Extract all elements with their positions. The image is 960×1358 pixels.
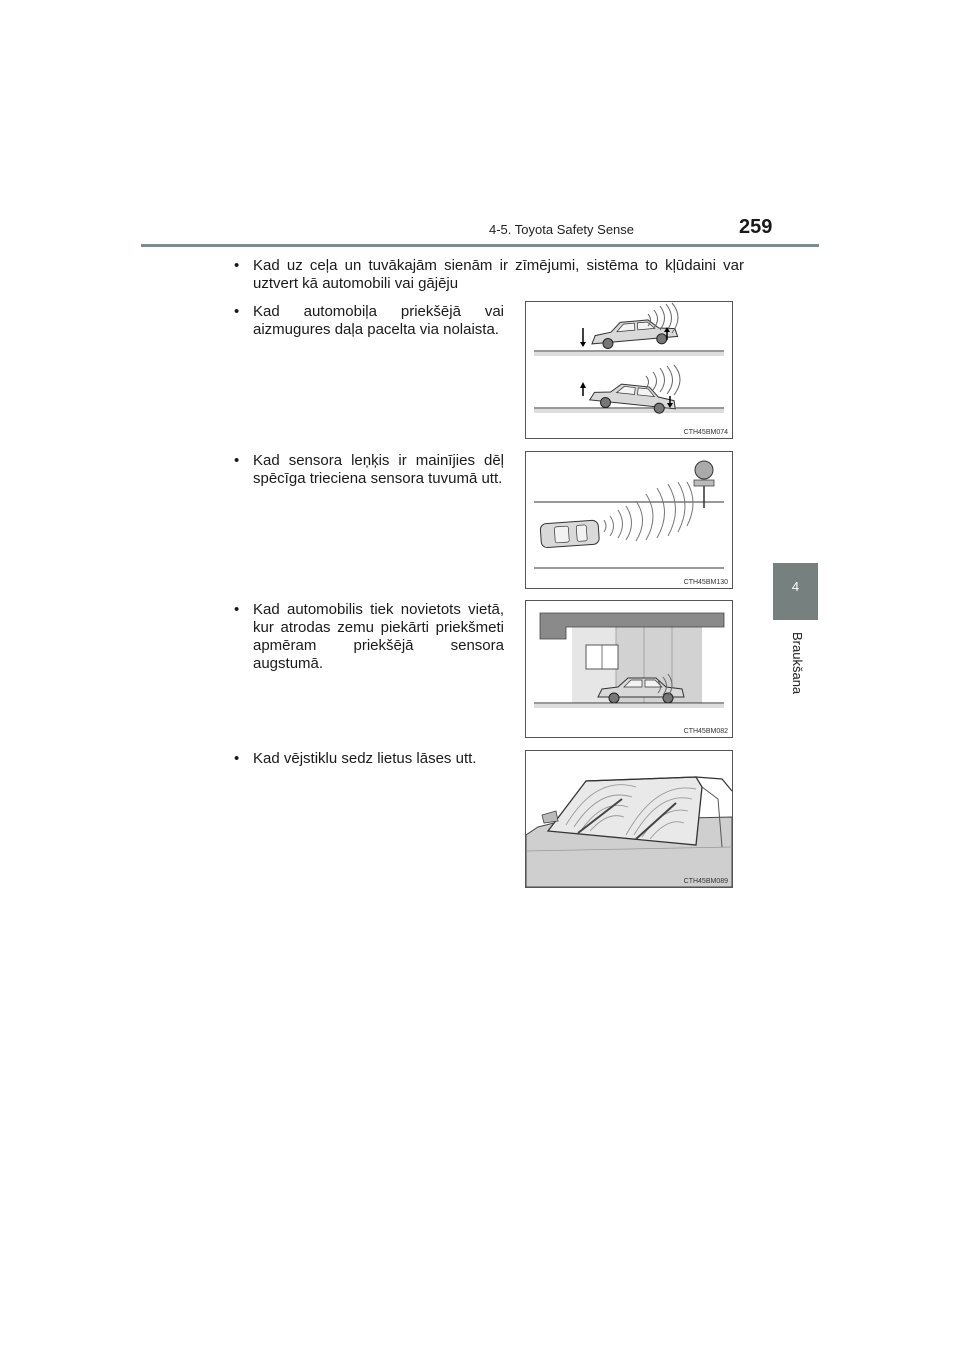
figure-code: CTH45BM089 <box>683 878 728 885</box>
chapter-label: Braukšana <box>790 632 805 695</box>
rain-windshield-illustration <box>526 751 732 887</box>
sensor-angle-illustration <box>526 452 732 588</box>
figure-sensor-angle <box>525 451 733 589</box>
figure-rain-windshield <box>525 750 733 888</box>
car-tilt-illustration <box>526 302 732 438</box>
bullet-text: Kad automobilis tiek novietots vietā, kur atrodas zemu piekārti priekšmeti apmēram priekšējā sensora augstumā. <box>253 601 504 672</box>
header-section-title: 4-5. Toyota Safety Sense <box>489 222 635 237</box>
bullet-text: Kad sensora leņķis ir mainījies dēļ spēcīga trieciena sensora tuvumā utt. <box>253 452 504 487</box>
header-rule <box>141 244 819 247</box>
page-number: 259 <box>739 216 773 238</box>
bullet-symbol: • <box>234 452 240 469</box>
bullet-text: Kad automobiļa priekšējā vai aizmugures daļa pacelta via nolaista. <box>253 303 504 338</box>
bullet-text: Kad vējstiklu sedz lietus lāses utt. <box>253 750 477 767</box>
bullet-low-objects <box>234 601 504 673</box>
bullet-text: Kad uz ceļa un tuvākajām sienām ir zīmējumi, sistēma to kļūdaini var uztvert kā automobili vai gājēju <box>253 257 744 292</box>
bullet-road-markings <box>234 257 744 293</box>
bullet-symbol: • <box>234 257 240 274</box>
chapter-number: 4 <box>791 579 800 594</box>
bullet-symbol: • <box>234 303 240 320</box>
figure-code: CTH45BM082 <box>683 728 728 735</box>
bullet-sensor-angle <box>234 452 504 488</box>
figure-low-objects <box>525 600 733 738</box>
bullet-symbol: • <box>234 750 240 767</box>
chapter-tab <box>773 563 818 620</box>
bullet-vehicle-raised <box>234 303 504 339</box>
bullet-rain-windshield <box>234 750 504 768</box>
figure-code: CTH45BM074 <box>683 429 728 436</box>
low-objects-illustration <box>526 601 732 737</box>
bullet-symbol: • <box>234 601 240 618</box>
figure-car-tilt <box>525 301 733 439</box>
figure-code: CTH45BM130 <box>683 579 728 586</box>
